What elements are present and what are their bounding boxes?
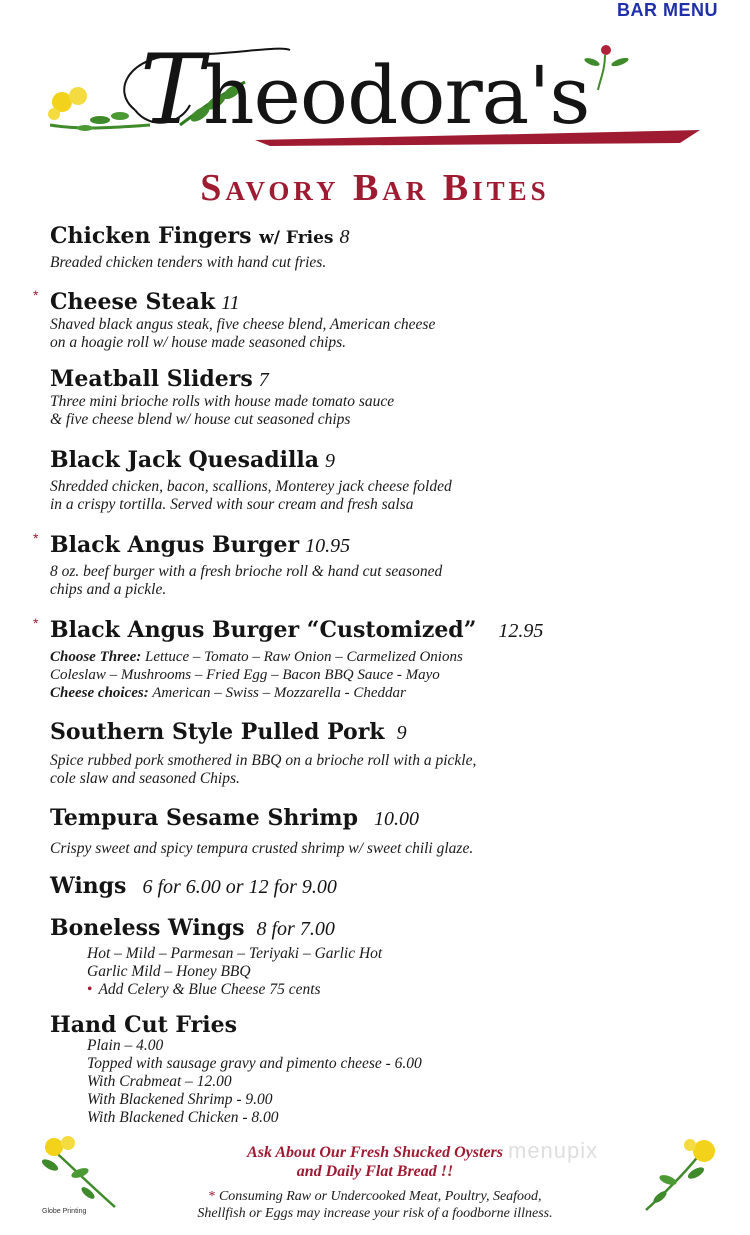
item-name: Hand Cut Fries bbox=[50, 1012, 237, 1038]
menu-item-black-jack-quesadilla bbox=[50, 448, 710, 514]
choose-three-line-2: Coleslaw – Mushrooms – Fried Egg – Bacon BBQ Sauce - Mayo bbox=[50, 667, 440, 684]
raw-warning-star: * bbox=[33, 287, 39, 303]
sauce-line: Garlic Mild – Honey BBQ bbox=[87, 963, 251, 981]
item-name: Tempura Sesame Shrimp bbox=[50, 805, 358, 831]
item-heading bbox=[50, 874, 710, 898]
item-name: Meatball Sliders bbox=[50, 366, 253, 392]
logo-initial: T bbox=[140, 34, 204, 146]
item-price: 11 bbox=[221, 292, 240, 314]
item-name: Chicken Fingers bbox=[50, 223, 252, 249]
fries-option: Topped with sausage gravy and pimento cheese - 6.00 bbox=[87, 1055, 422, 1073]
menu-item-pulled-pork bbox=[50, 720, 710, 788]
item-description-line: in a crispy tortilla. Served with sour cream and fresh salsa bbox=[50, 496, 414, 514]
item-heading bbox=[50, 290, 710, 314]
item-description bbox=[50, 316, 710, 352]
item-price: 12.95 bbox=[498, 620, 544, 642]
choose-three-line bbox=[50, 648, 710, 666]
menu-item-chicken-fingers bbox=[50, 224, 710, 272]
menu-item-wings bbox=[50, 874, 710, 898]
item-description-line: Shredded chicken, bacon, scallions, Monterey jack cheese folded bbox=[50, 478, 452, 496]
health-warning bbox=[0, 1188, 750, 1222]
item-description-line: Three mini brioche rolls with house made tomato sauce bbox=[50, 393, 395, 411]
promo-text bbox=[0, 1143, 750, 1181]
item-price: 8 for 7.00 bbox=[256, 918, 335, 940]
item-heading bbox=[50, 916, 710, 940]
item-heading bbox=[50, 224, 710, 248]
fries-option: Plain – 4.00 bbox=[87, 1037, 164, 1055]
item-description: Breaded chicken tenders with hand cut fries. bbox=[50, 254, 327, 272]
menu-item-black-angus-burger bbox=[33, 530, 710, 599]
item-price: 6 for 6.00 or 12 for 9.00 bbox=[142, 876, 337, 898]
fries-option: With Blackened Shrimp - 9.00 bbox=[87, 1091, 273, 1109]
item-description-line: & five cheese blend w/ house cut seasoned chips bbox=[50, 411, 351, 429]
item-price: 10.95 bbox=[305, 535, 351, 557]
item-description-line: cole slaw and seasoned Chips. bbox=[50, 770, 240, 788]
item-heading bbox=[50, 720, 710, 744]
item-description-line: Spice rubbed pork smothered in BBQ on a brioche roll with a pickle, bbox=[50, 752, 477, 770]
fries-option: With Crabmeat – 12.00 bbox=[87, 1073, 232, 1091]
bullet-icon: • bbox=[87, 981, 93, 999]
menu-item-meatball-sliders bbox=[50, 367, 710, 429]
raw-warning-star: * bbox=[33, 615, 39, 631]
item-name: Southern Style Pulled Pork bbox=[50, 719, 385, 745]
logo-wordmark bbox=[140, 34, 590, 146]
item-price: 9 bbox=[396, 722, 407, 744]
item-subtitle: w/ Fries bbox=[259, 228, 334, 248]
raw-warning-star: * bbox=[33, 530, 39, 546]
fries-options bbox=[87, 1037, 710, 1127]
item-name: Cheese Steak bbox=[50, 289, 216, 315]
watermark: menupix bbox=[508, 1138, 599, 1163]
item-name: Wings bbox=[50, 873, 127, 899]
promo-line: Ask About Our Fresh Shucked Oysters bbox=[247, 1144, 503, 1161]
menu-item-tempura-shrimp bbox=[50, 806, 710, 858]
item-description-line: on a hoagie roll w/ house made seasoned chips. bbox=[50, 334, 347, 352]
add-celery-text: Add Celery & Blue Cheese 75 cents bbox=[98, 981, 321, 999]
item-price: 7 bbox=[258, 369, 269, 391]
fries-option: With Blackened Chicken - 8.00 bbox=[87, 1109, 279, 1127]
item-name: Black Angus Burger “Customized” bbox=[50, 617, 477, 643]
sauce-list bbox=[87, 945, 710, 999]
item-heading bbox=[50, 448, 710, 472]
item-description bbox=[50, 648, 710, 702]
logo-rest: heodora's bbox=[203, 49, 590, 142]
item-price: 9 bbox=[324, 450, 335, 472]
warning-star: * bbox=[208, 1189, 216, 1204]
item-heading bbox=[50, 367, 710, 391]
item-description-line: Shaved black angus steak, five cheese blend, American cheese bbox=[50, 316, 436, 334]
warning-line: Shellfish or Eggs may increase your risk of a foodborne illness. bbox=[197, 1206, 553, 1221]
menu-item-cheese-steak bbox=[33, 287, 710, 352]
item-name: Black Angus Burger bbox=[50, 532, 300, 558]
section-title: Savory Bar Bites bbox=[200, 167, 550, 209]
item-description bbox=[50, 478, 710, 514]
cheese-choices-line bbox=[50, 684, 710, 702]
theodoras-logo bbox=[40, 30, 720, 155]
printer-credit: Globe Printing bbox=[42, 1208, 87, 1215]
cheese-choices-label: Cheese choices: bbox=[50, 685, 149, 702]
menu-item-customized-burger bbox=[33, 615, 710, 702]
item-description bbox=[50, 752, 710, 788]
add-celery-line bbox=[87, 981, 710, 999]
promo-line: and Daily Flat Bread !! bbox=[296, 1163, 454, 1180]
item-description bbox=[50, 393, 710, 429]
menu-item-hand-cut-fries bbox=[50, 1013, 710, 1127]
sauce-line: Hot – Mild – Parmesan – Teriyaki – Garlic Hot bbox=[87, 945, 383, 963]
menu-item-boneless-wings bbox=[50, 916, 710, 999]
choose-three-label: Choose Three: bbox=[50, 649, 142, 666]
item-price: 8 bbox=[339, 226, 350, 248]
item-name: Black Jack Quesadilla bbox=[50, 447, 319, 473]
item-description bbox=[50, 563, 710, 599]
item-description: Crispy sweet and spicy tempura crusted shrimp w/ sweet chili glaze. bbox=[50, 840, 474, 858]
item-heading bbox=[50, 533, 710, 557]
cheese-choices-options: American – Swiss – Mozzarella - Cheddar bbox=[152, 685, 406, 702]
warning-text: Consuming Raw or Undercooked Meat, Poultry, Seafood, bbox=[218, 1189, 542, 1204]
item-heading bbox=[50, 806, 710, 830]
item-heading bbox=[50, 618, 710, 642]
bar-menu-label: BAR MENU bbox=[617, 0, 718, 20]
choose-three-options: Lettuce – Tomato – Raw Onion – Carmelized Onions bbox=[145, 649, 463, 666]
item-price: 10.00 bbox=[373, 808, 419, 830]
item-heading bbox=[50, 1013, 710, 1037]
warning-line bbox=[0, 1188, 750, 1205]
item-name: Boneless Wings bbox=[50, 915, 245, 941]
item-description-line: 8 oz. beef burger with a fresh brioche roll & hand cut seasoned bbox=[50, 563, 443, 581]
item-description-line: chips and a pickle. bbox=[50, 581, 167, 599]
